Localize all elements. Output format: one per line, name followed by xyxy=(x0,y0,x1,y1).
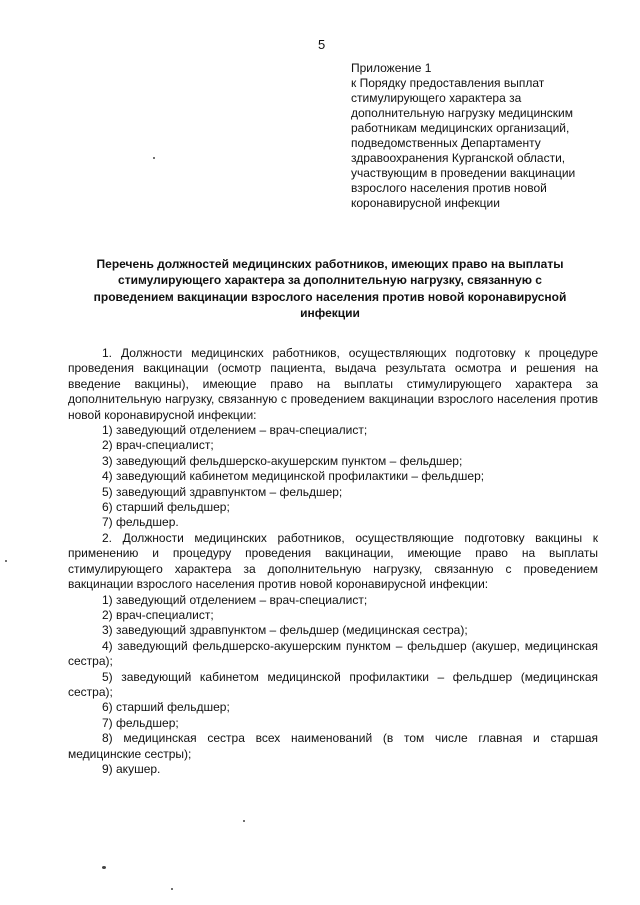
scan-speck xyxy=(153,157,155,159)
section-2-item: 3) заведующий здравпунктом – фельдшер (медицинская сестра); xyxy=(102,623,468,638)
section-1-item: 5) заведующий здравпунктом – фельдшер; xyxy=(102,484,343,499)
appendix-line: к Порядку предоставления выплат xyxy=(351,76,545,90)
document-body xyxy=(68,346,598,777)
section-2-item: 6) старший фельдшер; xyxy=(102,700,230,715)
section-1-item: 2) врач-специалист; xyxy=(102,438,214,453)
title-line: стимулирующего характера за дополнительную нагрузку, связанную с xyxy=(118,273,542,288)
section-1-item: 7) фельдшер. xyxy=(102,515,179,530)
title-line: инфекции xyxy=(300,305,360,320)
appendix-line: дополнительную нагрузку медицинским xyxy=(351,106,573,120)
section-1-intro: 1. Должности медицинских работников, осуществляющих подготовку к процедуре проведения вакцинации (осмотр пациента, выдача результата осмотра и решения на введение вакцины), имеющие право на выплаты стимулирующего характера за дополнительную нагрузку, связанную с проведением вакцинации взрослого населения против новой коронавирусной инфекции: xyxy=(68,346,598,422)
scan-speck xyxy=(102,866,106,869)
appendix-line: подведомственных Департаменту xyxy=(351,136,541,150)
section-2-item: 8) медицинская сестра всех наименований (в том числе главная и старшая медицинские сестры); xyxy=(68,731,598,761)
section-2-item: 5) заведующий кабинетом медицинской профилактики – фельдшер (медицинская сестра); xyxy=(68,669,598,699)
section-2-item: 1) заведующий отделением – врач-специалист; xyxy=(102,592,368,607)
appendix-line: Приложение 1 xyxy=(351,61,432,75)
section-2-intro: 2. Должности медицинских работников, осуществляющие подготовку вакцины к применению и процедуру проведения вакцинации, имеющие право на выплаты стимулирующего характера за дополнительную нагрузку, связанную с проведением вакцинации взрослого населения против новой коронавирусной инфекции: xyxy=(68,530,598,592)
appendix-line: работникам медицинских организаций, xyxy=(351,121,570,135)
scan-speck xyxy=(171,888,173,890)
appendix-line: участвующим в проведении вакцинации xyxy=(351,166,576,180)
document-title xyxy=(68,256,592,321)
appendix-header xyxy=(351,61,613,211)
section-1-item: 6) старший фельдшер; xyxy=(102,500,230,515)
section-2-item: 7) фельдшер; xyxy=(102,715,179,730)
appendix-line: взрослого населения против новой xyxy=(351,181,547,195)
section-2-item: 4) заведующий фельдшерско-акушерским пунктом – фельдшер (акушер, медицинская сестра); xyxy=(68,638,598,669)
title-line: Перечень должностей медицинских работников, имеющих право на выплаты xyxy=(96,257,564,271)
section-1-item: 4) заведующий кабинетом медицинской профилактики – фельдшер; xyxy=(102,469,485,484)
section-1-item: 1) заведующий отделением – врач-специалист; xyxy=(102,423,368,438)
scan-speck xyxy=(5,560,7,562)
section-2-item: 2) врач-специалист; xyxy=(102,607,214,622)
appendix-line: коронавирусной инфекции xyxy=(351,196,500,210)
appendix-line: стимулирующего характера за xyxy=(351,91,522,105)
title-line: проведением вакцинации взрослого населения против новой коронавирусной xyxy=(93,289,567,304)
appendix-line: здравоохранения Курганской области, xyxy=(351,151,566,165)
scan-speck xyxy=(243,820,245,822)
section-2-item: 9) акушер. xyxy=(102,761,161,776)
section-1-item: 3) заведующий фельдшерско-акушерским пунктом – фельдшер; xyxy=(102,453,463,468)
page-number: 5 xyxy=(318,37,326,52)
